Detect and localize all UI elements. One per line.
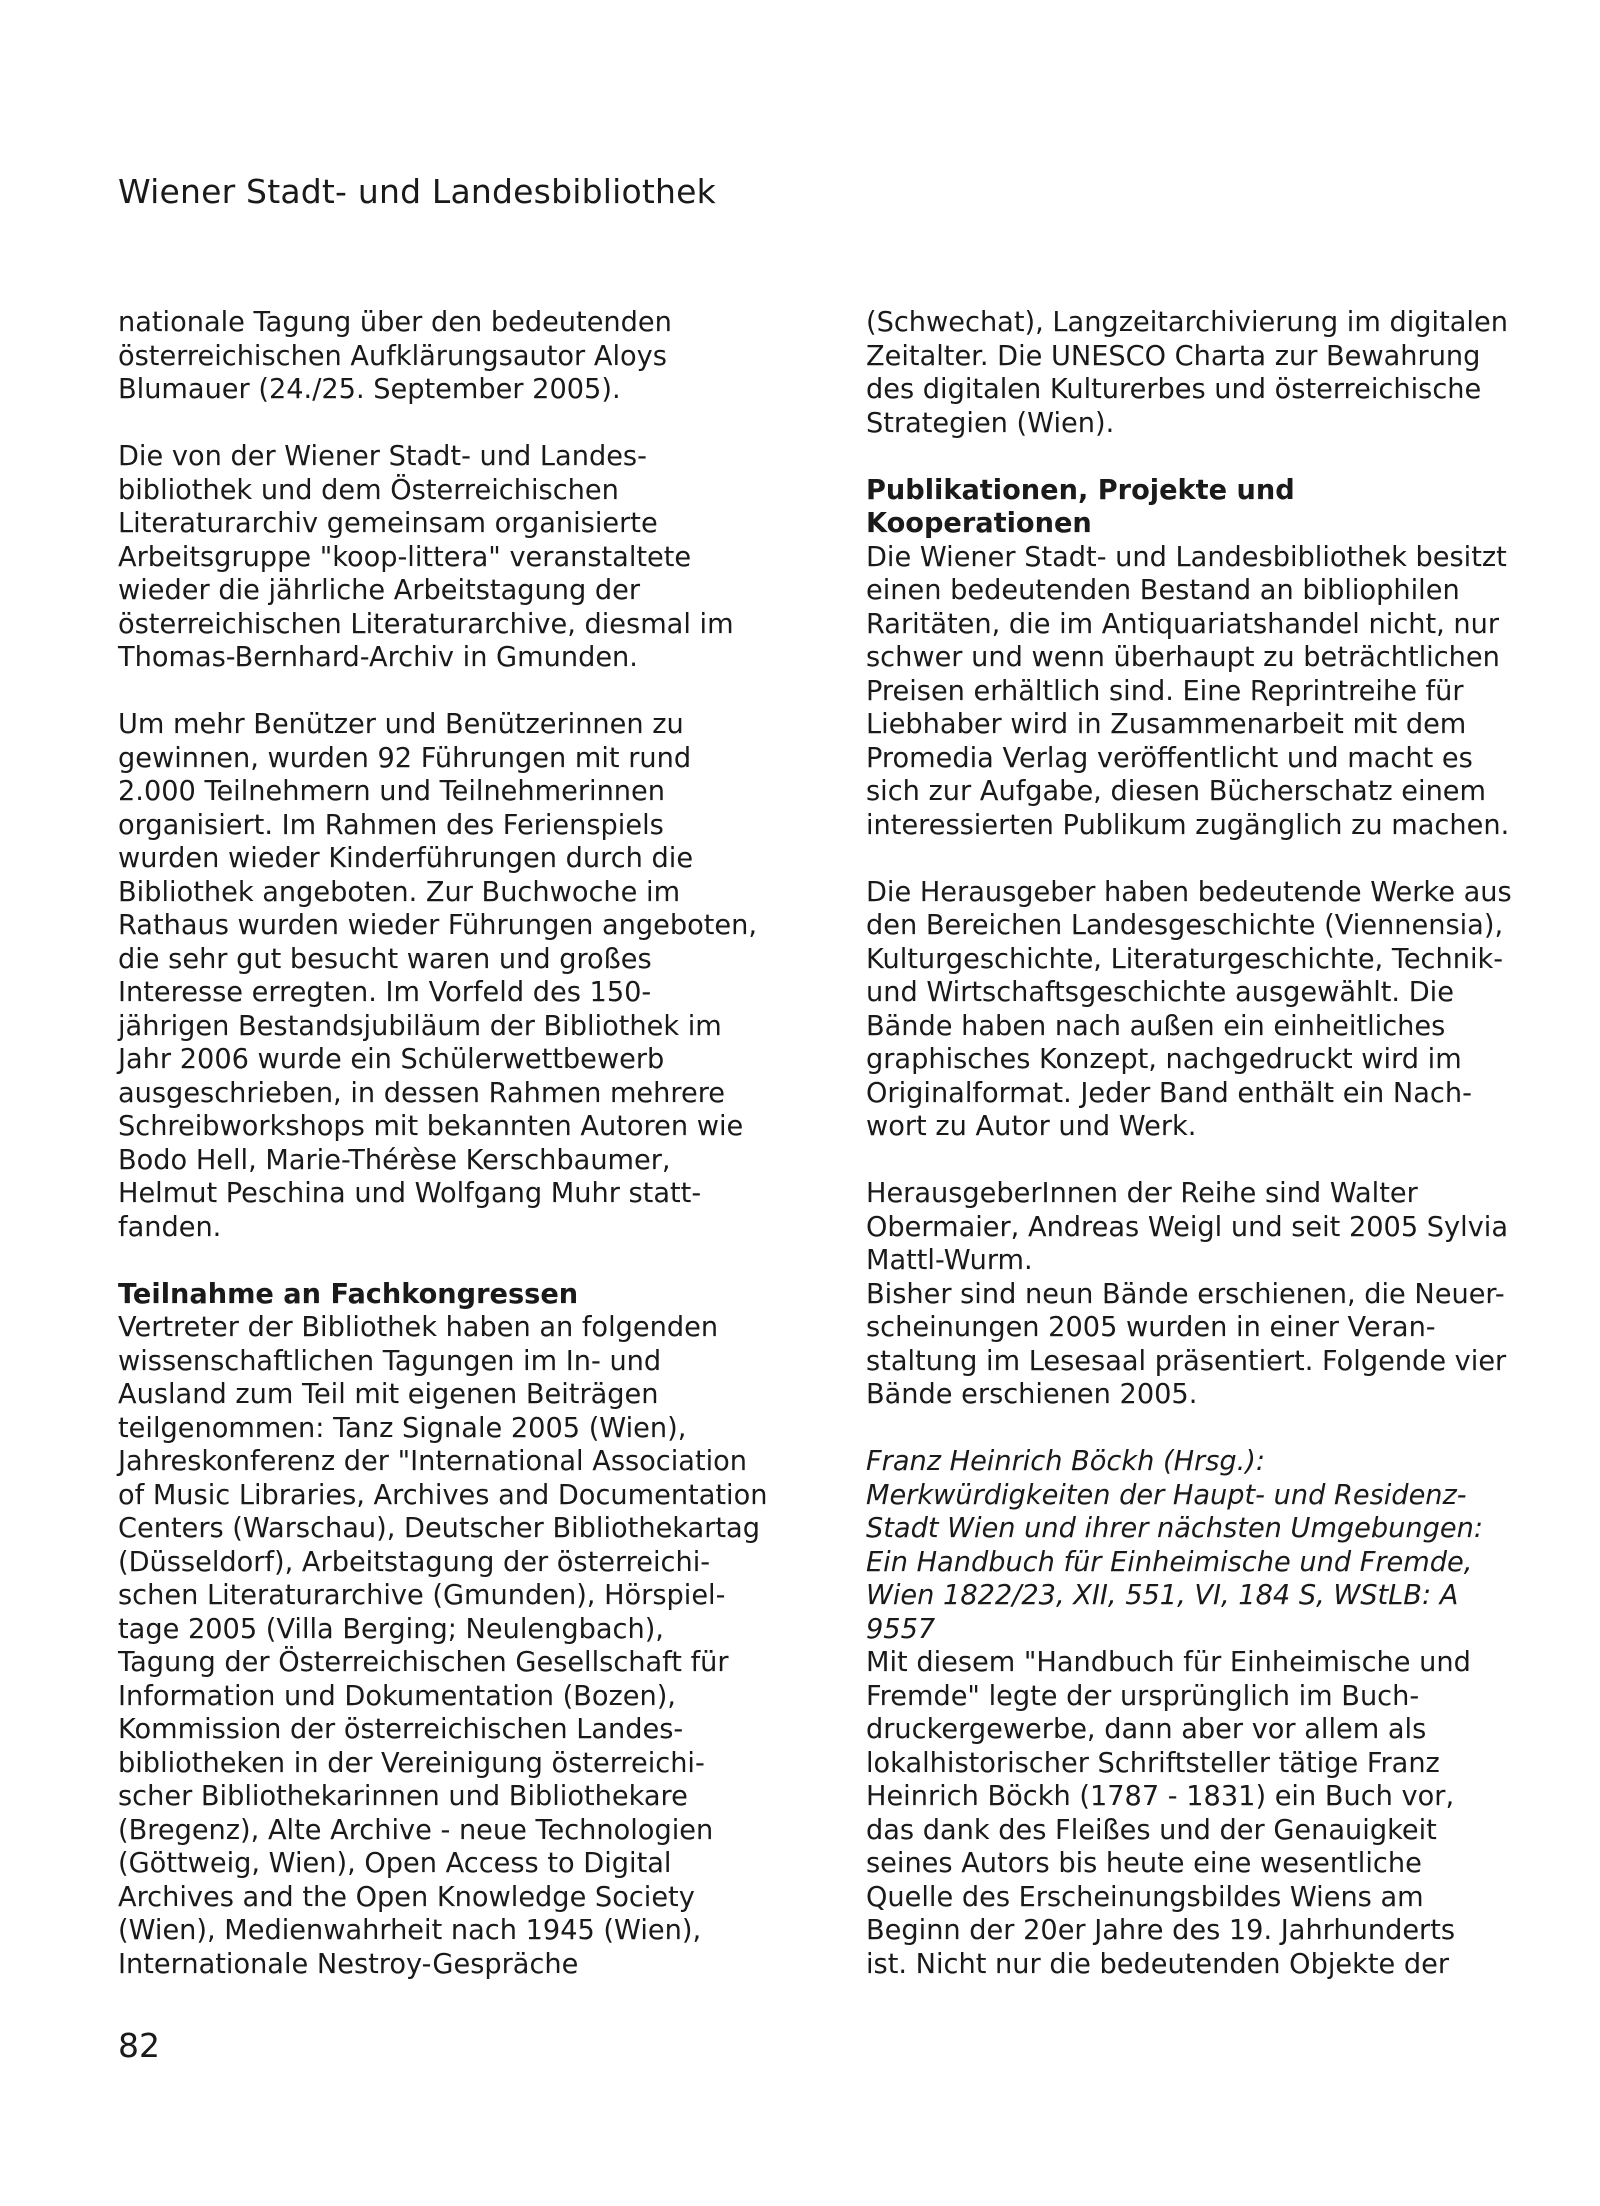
- text-line: Beginn der 20er Jahre des 19. Jahrhunderts: [866, 1915, 1456, 1946]
- text-line: Bisher sind neun Bände erschienen, die Neuer-: [866, 1278, 1505, 1310]
- text-line: Thomas-Bernhard-Archiv in Gmunden.: [118, 642, 638, 673]
- text-line: Promedia Verlag veröffentlicht und macht es: [866, 742, 1473, 774]
- text-line: Originalformat. Jeder Band enthält ein Nach-: [866, 1077, 1472, 1109]
- text-line: Die von der Wiener Stadt- und Landes-: [118, 441, 647, 472]
- text-line: einen bedeutenden Bestand an bibliophilen: [866, 575, 1460, 606]
- text-line: Mattl-Wurm.: [866, 1245, 1033, 1276]
- text-line: (Düsseldorf), Arbeitstagung der österreichi-: [118, 1546, 711, 1578]
- text-line: Blumauer (24./25. September 2005).: [118, 374, 621, 405]
- text-line: (Göttweig, Wien), Open Access to Digital: [118, 1848, 672, 1879]
- text-line: wort zu Autor und Werk.: [866, 1111, 1197, 1142]
- text-line: gewinnen, wurden 92 Führungen mit rund: [118, 742, 692, 774]
- text-line: Jahreskonferenz der "International Association: [118, 1446, 748, 1477]
- citation-line: Stadt Wien und ihrer nächsten Umgebungen:: [866, 1513, 1484, 1544]
- text-line: ist. Nicht nur die bedeutenden Objekte der: [866, 1948, 1450, 1980]
- text-line: und Wirtschaftsgeschichte ausgewählt. Die: [866, 977, 1454, 1008]
- text-line: nationale Tagung über den bedeutenden: [118, 307, 672, 338]
- paragraph-fuehrungen: [118, 708, 798, 1244]
- text-line: Mit diesem "Handbuch für Einheimische und: [866, 1647, 1471, 1678]
- text-line: Die Herausgeber haben bedeutende Werke aus: [866, 876, 1512, 908]
- text-line: teilgenommen: Tanz Signale 2005 (Wien),: [118, 1412, 687, 1444]
- paragraph-langzeitarchivierung: [866, 306, 1546, 440]
- text-line: Vertreter der Bibliothek haben an folgenden: [118, 1312, 719, 1343]
- text-line: Bodo Hell, Marie-Thérèse Kerschbaumer,: [118, 1144, 671, 1176]
- text-line: Internationale Nestroy-Gespräche: [118, 1948, 579, 1980]
- text-line: Information und Dokumentation (Bozen),: [118, 1680, 676, 1712]
- right-column: [866, 306, 1546, 1981]
- text-line: (Bregenz), Alte Archive - neue Technologien: [118, 1814, 714, 1846]
- text-line: Obermaier, Andreas Weigl und seit 2005 Sylvia: [866, 1211, 1508, 1243]
- text-line: Quelle des Erscheinungsbildes Wiens am: [866, 1881, 1424, 1913]
- text-line: Rathaus wurden wieder Führungen angeboten,: [118, 910, 758, 941]
- text-line: druckergewerbe, dann aber vor allem als: [866, 1714, 1427, 1745]
- text-line: Jahr 2006 wurde ein Schülerwettbewerb: [118, 1044, 665, 1075]
- paragraph-reihe: [866, 1177, 1546, 1412]
- text-line: schwer und wenn überhaupt zu beträchtlichen: [866, 642, 1500, 673]
- text-line: scher Bibliothekarinnen und Bibliothekare: [118, 1781, 688, 1812]
- left-column: [118, 306, 798, 1981]
- paragraph-koop-littera: [118, 440, 798, 675]
- text-line: Kommission der österreichischen Landes-: [118, 1714, 684, 1745]
- text-line: sich zur Aufgabe, diesen Bücherschatz einem: [866, 776, 1487, 807]
- text-line: tage 2005 (Villa Berging; Neulengbach),: [118, 1613, 664, 1645]
- text-line: seines Autors bis heute eine wesentliche: [866, 1848, 1422, 1879]
- text-line: wissenschaftlichen Tagungen im In- und: [118, 1345, 662, 1377]
- text-line: Centers (Warschau), Deutscher Bibliothekartag: [118, 1513, 760, 1544]
- text-line: organisiert. Im Rahmen des Ferienspiels: [118, 809, 664, 841]
- text-line: bibliothek und dem Österreichischen: [118, 474, 619, 506]
- text-line: bibliotheken in der Vereinigung österreichi-: [118, 1747, 705, 1779]
- text-line: jährigen Bestandsjubiläum der Bibliothek im: [118, 1010, 722, 1042]
- text-line: staltung im Lesesaal präsentiert. Folgende vier: [866, 1345, 1507, 1377]
- text-line: Die Wiener Stadt- und Landesbibliothek besitzt: [866, 541, 1507, 573]
- text-line: Archives and the Open Knowledge Society: [118, 1881, 695, 1913]
- text-line: fanden.: [118, 1211, 222, 1243]
- text-line: Strategien (Wien).: [866, 407, 1115, 439]
- section-heading: Publikationen, Projekte und: [866, 474, 1295, 506]
- text-line: österreichischen Literaturarchive, diesmal im: [118, 608, 734, 640]
- text-line: graphisches Konzept, nachgedruckt wird im: [866, 1044, 1462, 1075]
- text-line: Preisen erhältlich sind. Eine Reprintreihe für: [866, 675, 1464, 707]
- section-fachkongresse: [118, 1278, 798, 1982]
- text-line: Fremde" legte der ursprünglich im Buch-: [866, 1680, 1420, 1712]
- citation-line: Merkwürdigkeiten der Haupt- und Residenz-: [866, 1479, 1467, 1511]
- text-line: Schreibworkshops mit bekannten Autoren wie: [118, 1111, 744, 1142]
- text-line: HerausgeberInnen der Reihe sind Walter: [866, 1178, 1418, 1209]
- text-line: interessierten Publikum zugänglich zu machen.: [866, 809, 1510, 841]
- text-line: Zeitalter. Die UNESCO Charta zur Bewahrung: [866, 340, 1481, 372]
- section-heading: Teilnahme an Fachkongressen: [118, 1278, 579, 1310]
- section-publikationen: [866, 474, 1546, 843]
- text-line: Helmut Peschina und Wolfgang Muhr statt-: [118, 1178, 702, 1209]
- text-line: ausgeschrieben, in dessen Rahmen mehrere: [118, 1077, 726, 1109]
- text-line: Heinrich Böckh (1787 - 1831) ein Buch vor,: [866, 1781, 1455, 1812]
- text-line: Bände erschienen 2005.: [866, 1379, 1198, 1410]
- citation-line: Franz Heinrich Böckh (Hrsg.):: [866, 1446, 1266, 1477]
- citation-line: Ein Handbuch für Einheimische und Fremde,: [866, 1546, 1473, 1578]
- text-line: die sehr gut besucht waren und großes: [118, 943, 652, 975]
- text-line: of Music Libraries, Archives and Documentation: [118, 1479, 768, 1511]
- text-line: lokalhistorischer Schriftsteller tätige Franz: [866, 1747, 1440, 1779]
- text-line: Kulturgeschichte, Literaturgeschichte, Technik-: [866, 943, 1504, 975]
- text-line: den Bereichen Landesgeschichte (Viennensia),: [866, 910, 1504, 941]
- text-line: Liebhaber wird in Zusammenarbeit mit dem: [866, 709, 1467, 740]
- text-line: österreichischen Aufklärungsautor Aloys: [118, 340, 667, 372]
- text-line: Bände haben nach außen ein einheitliches: [866, 1010, 1446, 1042]
- page-number: 82: [118, 2026, 160, 2065]
- text-line: Um mehr Benützer und Benützerinnen zu: [118, 709, 684, 740]
- text-line: Ausland zum Teil mit eigenen Beiträgen: [118, 1379, 659, 1410]
- text-line: wieder die jährliche Arbeitstagung der: [118, 575, 641, 606]
- citation-line: 9557: [866, 1613, 936, 1645]
- text-line: scheinungen 2005 wurden in einer Veran-: [866, 1312, 1436, 1343]
- text-line: Tagung der Österreichischen Gesellschaft für: [118, 1647, 729, 1678]
- text-line: 2.000 Teilnehmern und Teilnehmerinnen: [118, 776, 665, 807]
- running-header: Wiener Stadt- und Landesbibliothek: [118, 172, 716, 211]
- text-line: Arbeitsgruppe "koop-littera" veranstaltete: [118, 541, 692, 573]
- section-boeckh: [866, 1445, 1546, 1981]
- paragraph-herausgeber: [866, 876, 1546, 1144]
- text-line: (Schwechat), Langzeitarchivierung im digitalen: [866, 307, 1508, 338]
- citation-line: Wien 1822/23, XII, 551, VI, 184 S, WStLB: A: [866, 1580, 1459, 1611]
- paragraph-blumauer-conference: [118, 306, 798, 407]
- text-line: Bibliothek angeboten. Zur Buchwoche im: [118, 876, 681, 908]
- text-line: Interesse erregten. Im Vorfeld des 150-: [118, 977, 652, 1008]
- text-line: Raritäten, die im Antiquariatshandel nicht, nur: [866, 608, 1500, 640]
- text-line: Literaturarchiv gemeinsam organisierte: [118, 508, 658, 539]
- text-line: (Wien), Medienwahrheit nach 1945 (Wien),: [118, 1915, 702, 1946]
- text-line: wurden wieder Kinderführungen durch die: [118, 843, 694, 874]
- text-line: des digitalen Kulturerbes und österreichische: [866, 374, 1482, 405]
- text-line: das dank des Fleißes und der Genauigkeit: [866, 1814, 1437, 1846]
- text-line: schen Literaturarchive (Gmunden), Hörspiel-: [118, 1580, 726, 1611]
- section-heading: Kooperationen: [866, 508, 1092, 539]
